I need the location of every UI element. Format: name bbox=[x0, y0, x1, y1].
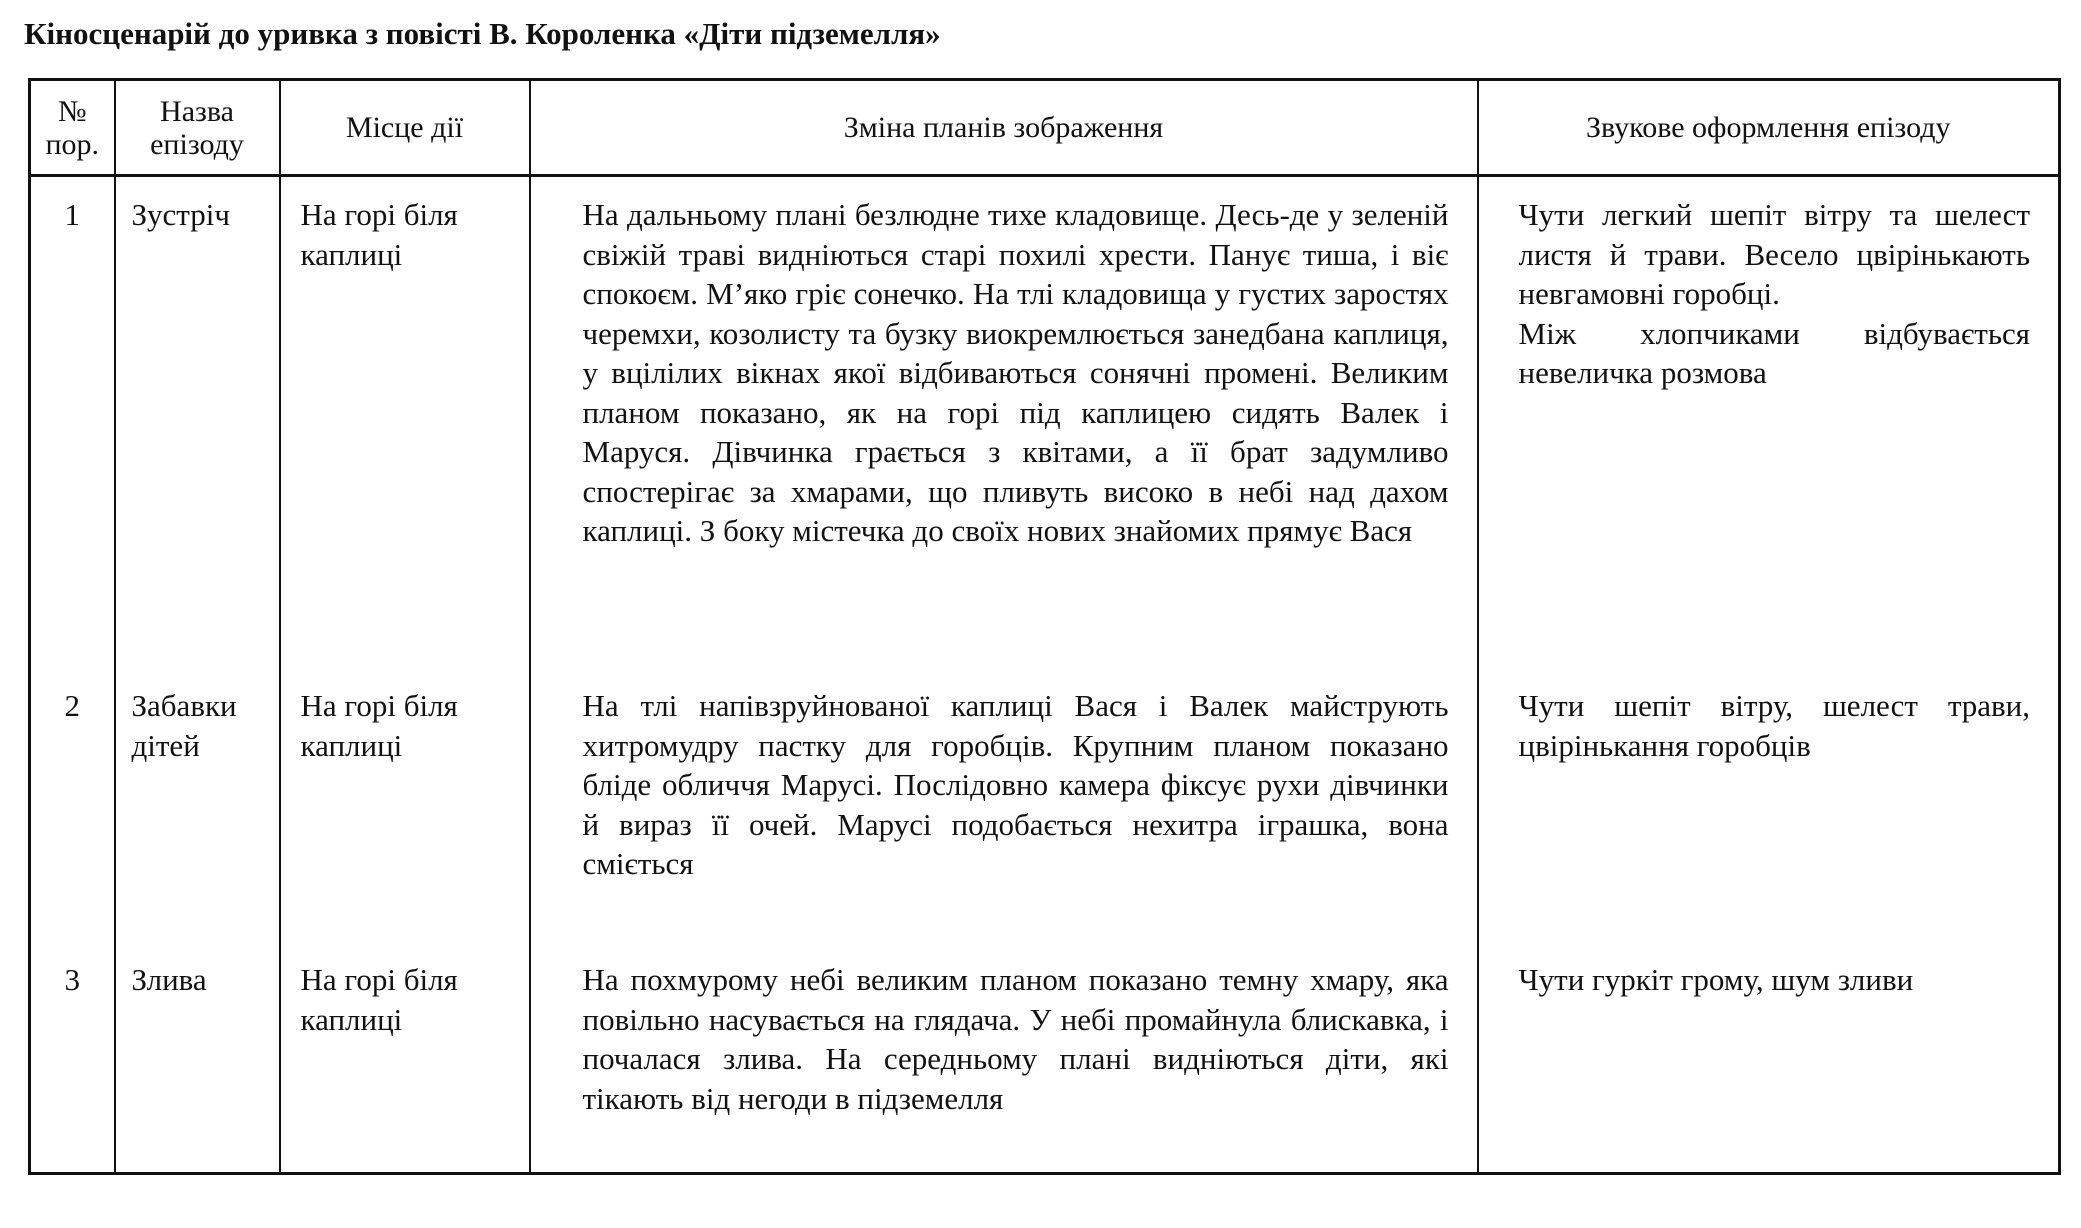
episode-name: Зустріч bbox=[115, 176, 280, 669]
episode-place: На горі біля каплиці bbox=[280, 942, 530, 1174]
row-number: 1 bbox=[30, 176, 115, 669]
table-header-row bbox=[30, 80, 2060, 176]
header-place: Місце дії bbox=[280, 80, 530, 176]
row-number: 2 bbox=[30, 668, 115, 942]
header-episode-name: Назва епізоду bbox=[115, 80, 280, 176]
episode-place: На горі біля каплиці bbox=[280, 176, 530, 669]
sound-text: Між хлопчиками відбувається невеличка розмова bbox=[1518, 315, 2030, 390]
table-row bbox=[30, 668, 2060, 942]
header-sound: Звукове оформлення епізоду bbox=[1478, 80, 2060, 176]
page-title: Кіносценарій до уривка з повісті В. Короленка «Діти підземелля» bbox=[24, 16, 941, 51]
episode-sound: Чути шепіт вітру, шелест трави, цвірінькання горобців bbox=[1478, 668, 2060, 942]
episode-sound: Чути гуркіт грому, шум зливи bbox=[1478, 942, 2060, 1174]
episode-plans: На дальньому плані безлюдне тихе кладовище. Десь-де у зеленій свіжій траві видніються старі похилі хрести. Панує тиша, і віє спокоєм. М’яко гріє сонечко. На тлі кладовища у густих заростях черемхи, козолисту та бузку виокремлюється занедбана каплиця, у вцілілих вікнах якої відбиваються сонячні промені. Великим планом показано, як на горі під каплицею сидять Валек і Маруся. Дівчинка грається з квітами, а її брат задумливо спостерігає за хмарами, що пливуть високо в небі над дахом каплиці. З боку містечка до своїх нових знайомих прямує Вася bbox=[530, 176, 1478, 669]
episode-plans: На похмурому небі великим планом показано темну хмару, яка повільно насувається на глядача. У небі промайнула блискавка, і почалася злива. На середньому плані видніються діти, які тікають від негоди в підземелля bbox=[530, 942, 1478, 1174]
episode-plans: На тлі напівзруйнованої каплиці Вася і Валек майструють хитромудру пастку для горобців. Крупним планом показано бліде обличчя Марусі. Послідовно камера фіксує рухи дівчинки й вираз її очей. Марусі подобається нехитра іграшка, вона сміється bbox=[530, 668, 1478, 942]
episode-sound bbox=[1478, 176, 2060, 669]
episode-name: Забавки дітей bbox=[115, 668, 280, 942]
table-row bbox=[30, 942, 2060, 1174]
sound-text: Чути легкий шепіт вітру та шелест листя й трави. Весело цвірінькають невгамовні горобці. bbox=[1518, 197, 2030, 311]
episode-place: На горі біля каплиці bbox=[280, 668, 530, 942]
header-plans: Зміна планів зображення bbox=[530, 80, 1478, 176]
header-number: № пор. bbox=[30, 80, 115, 176]
screenplay-table bbox=[28, 78, 2061, 1175]
table-row bbox=[30, 176, 2060, 669]
episode-name: Злива bbox=[115, 942, 280, 1174]
row-number: 3 bbox=[30, 942, 115, 1174]
